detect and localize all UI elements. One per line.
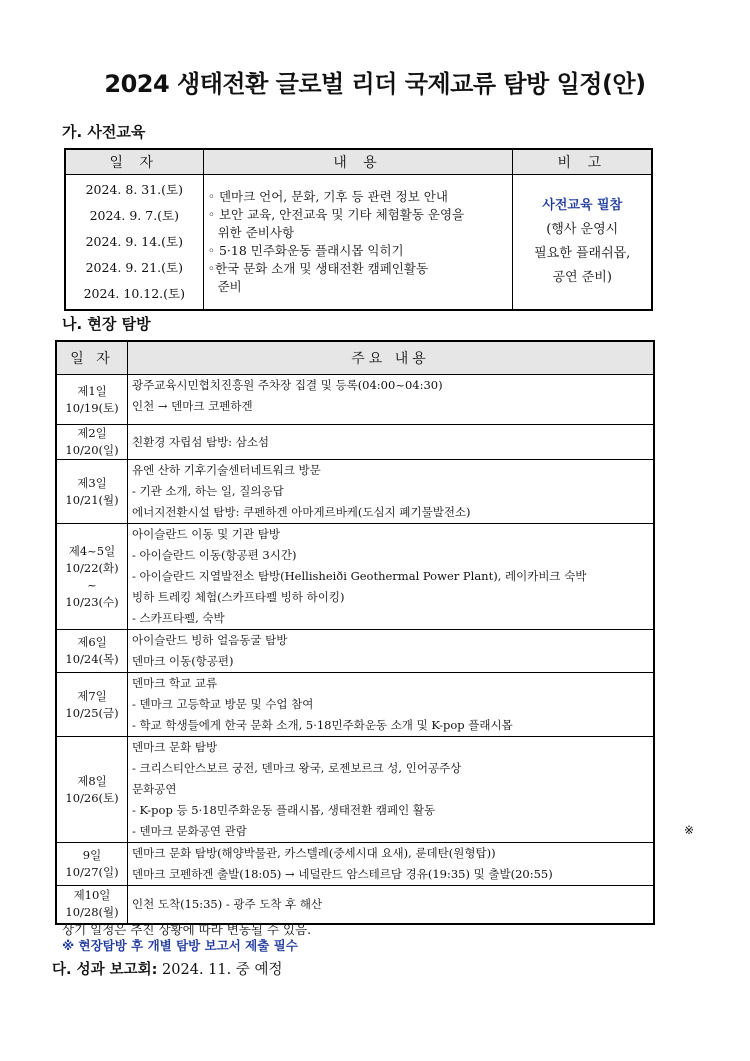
content-item: ◦ 보안 교육, 안전교육 및 기타 체험활동 운영을 <box>207 207 465 222</box>
remark-line: 공연 준비) <box>552 270 612 285</box>
day-date: 10/25(금) <box>65 705 119 720</box>
day-cell <box>56 425 128 460</box>
content-line: - 아이슬란드 지열발전소 탐방(Hellisheiði Geothermal Power Plant), 레이카비크 숙박 <box>132 569 587 583</box>
table-header-row <box>65 149 652 175</box>
day-number: 제1일 <box>77 383 107 398</box>
content-cell <box>128 460 655 524</box>
content-cell <box>128 843 655 886</box>
table-row <box>65 175 652 311</box>
day-cell <box>56 673 128 737</box>
content-line: - 덴마크 문화공연 관람 <box>132 824 247 838</box>
table-row <box>56 843 654 886</box>
day-date: 10/26(토) <box>65 790 119 805</box>
day-date: 10/20(일) <box>65 443 119 457</box>
date-list <box>65 175 203 311</box>
day-number: 제6일 <box>77 635 107 649</box>
day-date: 10/22(화) <box>65 560 119 575</box>
day-cell <box>56 524 128 630</box>
day-cell <box>56 886 128 924</box>
content-line: 덴마크 문화 탐방(해양박물관, 카스텔레(중세시대 요새), 룬데탄(원형탑)) <box>132 846 496 860</box>
content-line: - 아이슬란드 이동(항공편 3시간) <box>132 548 297 562</box>
content-line: - 스카프타펠, 숙박 <box>132 611 225 625</box>
header-date: 일 자 <box>56 341 128 375</box>
table-row <box>56 630 654 673</box>
content-line: 아이슬란드 빙하 얼음동굴 탐방 <box>132 633 288 647</box>
section-heading-pre-education: 가. 사전교육 <box>62 123 146 141</box>
content-line: 광주교육시민협치진흥원 주차장 집결 및 등록(04:00~04:30) <box>132 378 443 392</box>
required-note: 사전교육 필참 <box>542 198 623 213</box>
date-item: 2024. 10.12.(토) <box>83 286 185 301</box>
content-cell <box>128 737 655 843</box>
remarks-cell <box>513 175 652 311</box>
day-cell <box>56 375 128 425</box>
header-main-content: 주요 내용 <box>128 341 655 375</box>
content-cell <box>128 524 655 630</box>
day-date: 10/19(토) <box>65 400 119 415</box>
content-line: 친환경 자립섬 탐방: 삼소섬 <box>132 434 270 449</box>
content-line: - 학교 학생들에게 한국 문화 소개, 5·18민주화운동 소개 및 K-pop 플래시몹 <box>132 718 513 732</box>
table-header-row <box>56 341 654 375</box>
day-date: 10/21(월) <box>65 492 119 507</box>
content-line: 인천 → 덴마크 코펜하겐 <box>132 399 253 413</box>
day-number: 제4~5일 <box>68 543 116 558</box>
content-item: 준비 <box>217 279 242 294</box>
header-date: 일 자 <box>65 149 203 175</box>
content-item: ◦ 5·18 민주화운동 플래시몹 익히기 <box>207 243 404 258</box>
day-cell <box>56 460 128 524</box>
date-item: 2024. 9. 7.(토) <box>89 208 179 223</box>
content-line: 유엔 산하 기후기술센터네트워크 방문 <box>132 463 321 477</box>
content-line: 인천 도착(15:35) - 광주 도착 후 해산 <box>132 896 323 911</box>
content-line: 문화공연 <box>132 782 177 796</box>
day-cell <box>56 843 128 886</box>
remark-line: 필요한 플래쉬몹, <box>534 246 631 261</box>
pre-education-table <box>64 148 653 311</box>
table-row <box>56 460 654 524</box>
content-line: 덴마크 문화 탐방 <box>132 740 218 754</box>
content-line: 에너지전환시설 탐방: 쿠펜하겐 아마게르바케(도심지 폐기물발전소) <box>132 505 471 519</box>
table-row <box>56 425 654 460</box>
day-cell <box>56 630 128 673</box>
content-cell <box>128 886 655 924</box>
table-row <box>56 524 654 630</box>
day-number: 제7일 <box>77 688 107 703</box>
content-item: ◦ 덴마크 언어, 문화, 기후 등 관련 정보 안내 <box>207 189 448 204</box>
result-report-date: 2024. 11. 중 예정 <box>157 962 283 978</box>
table-row <box>56 673 654 737</box>
remark-line: (행사 운영시 <box>546 222 619 237</box>
content-line: 아이슬란드 이동 및 기관 탐방 <box>132 527 280 541</box>
report-required-note: ※ 현장탐방 후 개별 탐방 보고서 제출 필수 <box>62 938 298 953</box>
content-line: 덴마크 학교 교류 <box>132 676 218 690</box>
content-line: - 덴마크 고등학교 방문 및 수업 참여 <box>132 697 314 711</box>
day-date: 10/27(일) <box>65 865 119 879</box>
content-cell <box>128 425 655 460</box>
table-row <box>56 886 654 924</box>
content-list <box>203 175 513 311</box>
content-line: 빙하 트레킹 체험(스카프타펠 빙하 하이킹) <box>132 590 345 604</box>
day-number: 제10일 <box>73 888 111 903</box>
result-report-label: 다. 성과 보고회: <box>52 962 158 978</box>
day-cell <box>56 737 128 843</box>
day-date: 10/28(월) <box>65 905 119 920</box>
content-item: 위한 준비사항 <box>217 225 295 240</box>
result-report-line <box>52 958 282 979</box>
field-trip-table <box>55 340 655 925</box>
content-line: - 크리스티안스보르 궁전, 덴마크 왕국, 로젠보르크 성, 인어공주상 <box>132 761 462 775</box>
day-number: 제8일 <box>77 773 107 788</box>
header-content: 내 용 <box>203 149 513 175</box>
page-title: 2024 생태전환 글로벌 리더 국제교류 탐방 일정(안) <box>104 70 646 98</box>
day-number: 제3일 <box>77 475 107 490</box>
table-row <box>56 375 654 425</box>
day-range-separator: ~ <box>87 577 97 592</box>
content-line: 덴마크 코펜하겐 출발(18:05) → 네덜란드 암스테르담 경유(19:35) 및 출발(20:55) <box>132 867 553 881</box>
reference-mark: ※ <box>684 823 695 837</box>
content-cell <box>128 375 655 425</box>
day-date: 10/24(목) <box>65 652 119 666</box>
content-item: ◦한국 문화 소개 및 생태전환 캠페인활동 <box>207 261 429 276</box>
day-number: 9일 <box>82 848 102 862</box>
content-line: - 기관 소개, 하는 일, 질의응답 <box>132 484 284 498</box>
content-line: 덴마크 이동(항공편) <box>132 654 234 668</box>
table-row <box>56 737 654 843</box>
date-item: 2024. 9. 21.(토) <box>85 260 183 275</box>
date-item: 2024. 9. 14.(토) <box>85 234 183 249</box>
content-cell <box>128 630 655 673</box>
day-date: 10/23(수) <box>65 594 119 609</box>
section-heading-field-trip: 나. 현장 탐방 <box>62 315 151 333</box>
day-number: 제2일 <box>77 426 107 440</box>
content-cell <box>128 673 655 737</box>
content-line: - K-pop 등 5·18민주화운동 플래시몹, 생태전환 캠페인 활동 <box>132 803 436 817</box>
schedule-change-note: 상기 일정은 추진 상황에 따라 변동될 수 있음. <box>62 922 312 937</box>
header-remarks: 비 고 <box>513 149 652 175</box>
date-item: 2024. 8. 31.(토) <box>85 182 183 197</box>
